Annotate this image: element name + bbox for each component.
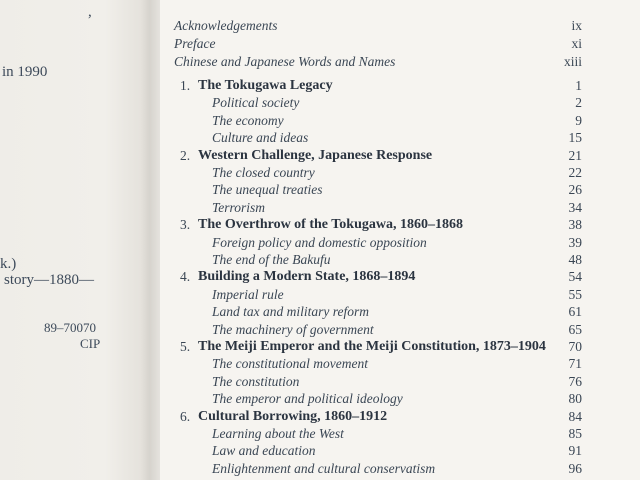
toc-row: [0, 459, 640, 479]
left-page-fragment: ,: [88, 4, 92, 20]
left-page-fragment: story—1880—: [4, 272, 94, 288]
left-page-fragment: in 1990: [2, 64, 48, 80]
page-number: 84: [568, 408, 582, 424]
section-title: The end of the Bakufu: [212, 252, 331, 267]
section-title: The economy: [212, 112, 284, 128]
section-title: The machinery of government: [212, 321, 374, 337]
chapter-number: 5.: [180, 339, 191, 354]
page-number: 76: [568, 373, 582, 389]
page-number: 22: [568, 165, 582, 180]
page-number: 91: [568, 443, 582, 459]
section-title: Culture and ideas: [212, 130, 309, 146]
page-number: xi: [571, 36, 582, 51]
page-number: xiii: [563, 54, 582, 69]
page-number: ix: [571, 18, 582, 33]
section-title: The closed country: [212, 165, 315, 180]
page-number: 39: [568, 234, 582, 250]
toc-row: [0, 52, 640, 72]
chapter-number: 2.: [180, 147, 191, 163]
chapter-title: Building a Modern State, 1868–1894: [198, 269, 416, 285]
section-title: The emperor and political ideology: [212, 391, 403, 407]
page-number: 85: [568, 426, 582, 441]
section-title: Imperial rule: [212, 286, 284, 302]
left-page-fragment: k.): [0, 256, 17, 272]
chapter-title: Cultural Borrowing, 1860–1912: [198, 408, 388, 424]
page-number: 70: [568, 339, 582, 354]
page-number: 15: [568, 130, 582, 146]
section-title: Political society: [212, 95, 300, 111]
section-title: Foreign policy and domestic opposition: [212, 234, 427, 250]
page-number: 54: [568, 269, 582, 285]
page-number: 1: [575, 78, 582, 93]
section-title: Land tax and military reform: [212, 304, 369, 320]
section-title: The constitution: [212, 373, 300, 389]
front-matter-title: Acknowledgements: [174, 18, 278, 33]
left-page-fragment: 89–70070: [44, 320, 96, 335]
chapter-number: 4.: [180, 269, 191, 285]
page-number: 71: [568, 356, 582, 372]
section-title: The constitutional movement: [212, 356, 368, 372]
chapter-number: 1.: [180, 78, 191, 93]
toc-row: [0, 34, 640, 54]
page-number: 80: [568, 391, 582, 407]
page-number: 48: [568, 252, 582, 267]
toc-row: [0, 16, 640, 36]
page-number: 9: [575, 112, 582, 128]
section-title: Enlightenment and cultural conservatism: [212, 460, 436, 476]
page-number: 55: [568, 286, 582, 302]
chapter-number: 3.: [180, 217, 191, 233]
chapter-title: The Meiji Emperor and the Meiji Constitution, 1873–1904: [198, 339, 546, 354]
page-number: 96: [568, 460, 582, 476]
left-page-fragment: CIP: [80, 336, 101, 351]
section-title: The unequal treaties: [212, 182, 323, 198]
page-number: 2: [575, 95, 582, 111]
page-number: 38: [568, 217, 582, 233]
chapter-title: The Tokugawa Legacy: [198, 78, 333, 93]
page-number: 26: [568, 182, 582, 198]
section-title: Law and education: [212, 443, 316, 459]
page-number: 65: [568, 321, 582, 337]
chapter-title: Western Challenge, Japanese Response: [198, 147, 433, 163]
front-matter-title: Chinese and Japanese Words and Names: [174, 54, 396, 69]
chapter-title: The Overthrow of the Tokugawa, 1860–1868: [198, 217, 463, 233]
page-number: 34: [568, 199, 582, 215]
page-number: 61: [568, 304, 582, 320]
section-title: Terrorism: [212, 199, 266, 215]
chapter-number: 6.: [180, 408, 191, 424]
section-title: Learning about the West: [212, 426, 344, 441]
front-matter-title: Preface: [174, 36, 216, 51]
page-number: 21: [568, 147, 582, 163]
